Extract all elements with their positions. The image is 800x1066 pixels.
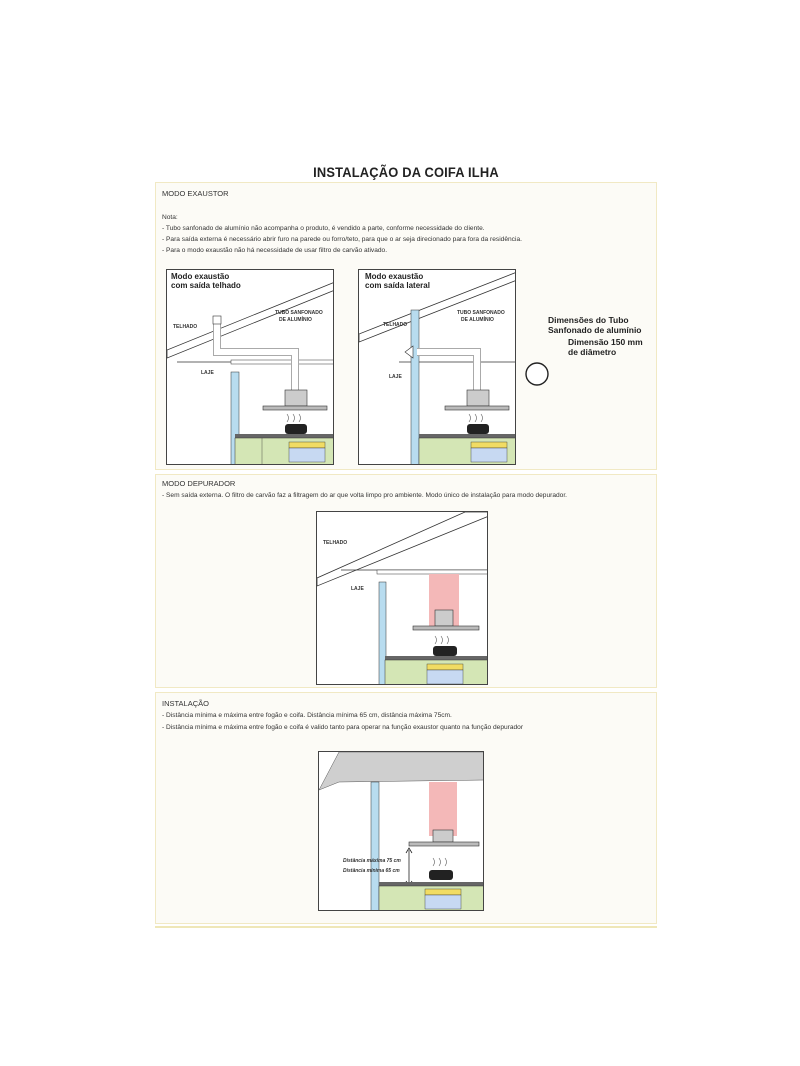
tube-diameter: Dimensão 150 mm [568, 337, 643, 347]
depurador-text: - Sem saída externa. O filtro de carvão faz a filtragem do ar que volta limpo pro ambiente. Modo único de instalação para modo depurador. [162, 492, 568, 499]
distance-min-label: Distância mínima 65 cm [343, 868, 400, 874]
diagram-subtitle: com saída telhado [171, 281, 241, 290]
note-line: - Para saída externa é necessário abrir furo na parede ou forro/teto, para que o ar seja direcionado para fora da residência. [162, 236, 522, 243]
nota-label: Nota: [162, 214, 178, 221]
bottom-divider [155, 926, 657, 928]
label-tubo: TUBO SANFONADO [275, 310, 323, 316]
diagram-subtitle: com saída lateral [365, 281, 430, 290]
depurador-panel [155, 474, 657, 688]
label-laje: LAJE [389, 374, 402, 380]
instalacao-panel [155, 692, 657, 924]
diagram-title: Modo exaustão [171, 272, 230, 281]
tube-dimensions-title: Sanfonado de alumínio [548, 325, 642, 335]
tube-diameter: de diâmetro [568, 347, 617, 357]
label-telhado: TELHADO [323, 540, 348, 546]
tube-dimensions-title: Dimensões do Tubo [548, 315, 629, 325]
diagram-roof-exit [166, 269, 334, 465]
exaustor-panel [155, 182, 657, 470]
page-title: INSTALAÇÃO DA COIFA ILHA [313, 164, 499, 180]
note-line: - Para o modo exaustão não há necessidade de usar filtro de carvão ativado. [162, 247, 388, 254]
label-laje: LAJE [351, 586, 364, 592]
label-tubo: TUBO SANFONADO [457, 310, 505, 316]
instalacao-heading: INSTALAÇÃO [162, 699, 209, 708]
instalacao-line: - Distância mínima e máxima entre fogão e coifa é valido tanto para operar na função exaustor quanto na função depurador [162, 724, 524, 731]
diagram-lateral-exit [358, 269, 516, 465]
instalacao-line: - Distância mínima e máxima entre fogão e coifa. Distância mínima 65 cm, distância máxima 75cm. [162, 712, 452, 719]
note-line: - Tubo sanfonado de alumínio não acompanha o produto, é vendido a parte, conforme necessidade do cliente. [162, 225, 485, 232]
label-laje: LAJE [201, 370, 214, 376]
distance-max-label: Distância máxima 75 cm [343, 858, 401, 864]
exaustor-heading: MODO EXAUSTOR [162, 189, 229, 198]
label-tubo: DE ALUMÍNIO [461, 317, 494, 323]
label-telhado: TELHADO [383, 322, 408, 328]
depurador-heading: MODO DEPURADOR [162, 479, 236, 488]
diagram-depurador [316, 511, 488, 685]
tube-circle-icon [522, 359, 552, 389]
label-telhado: TELHADO [173, 324, 198, 330]
document-page [155, 158, 657, 930]
diagram-title: Modo exaustão [365, 272, 424, 281]
label-tubo: DE ALUMÍNIO [279, 317, 312, 323]
diagram-instalacao [318, 751, 484, 911]
